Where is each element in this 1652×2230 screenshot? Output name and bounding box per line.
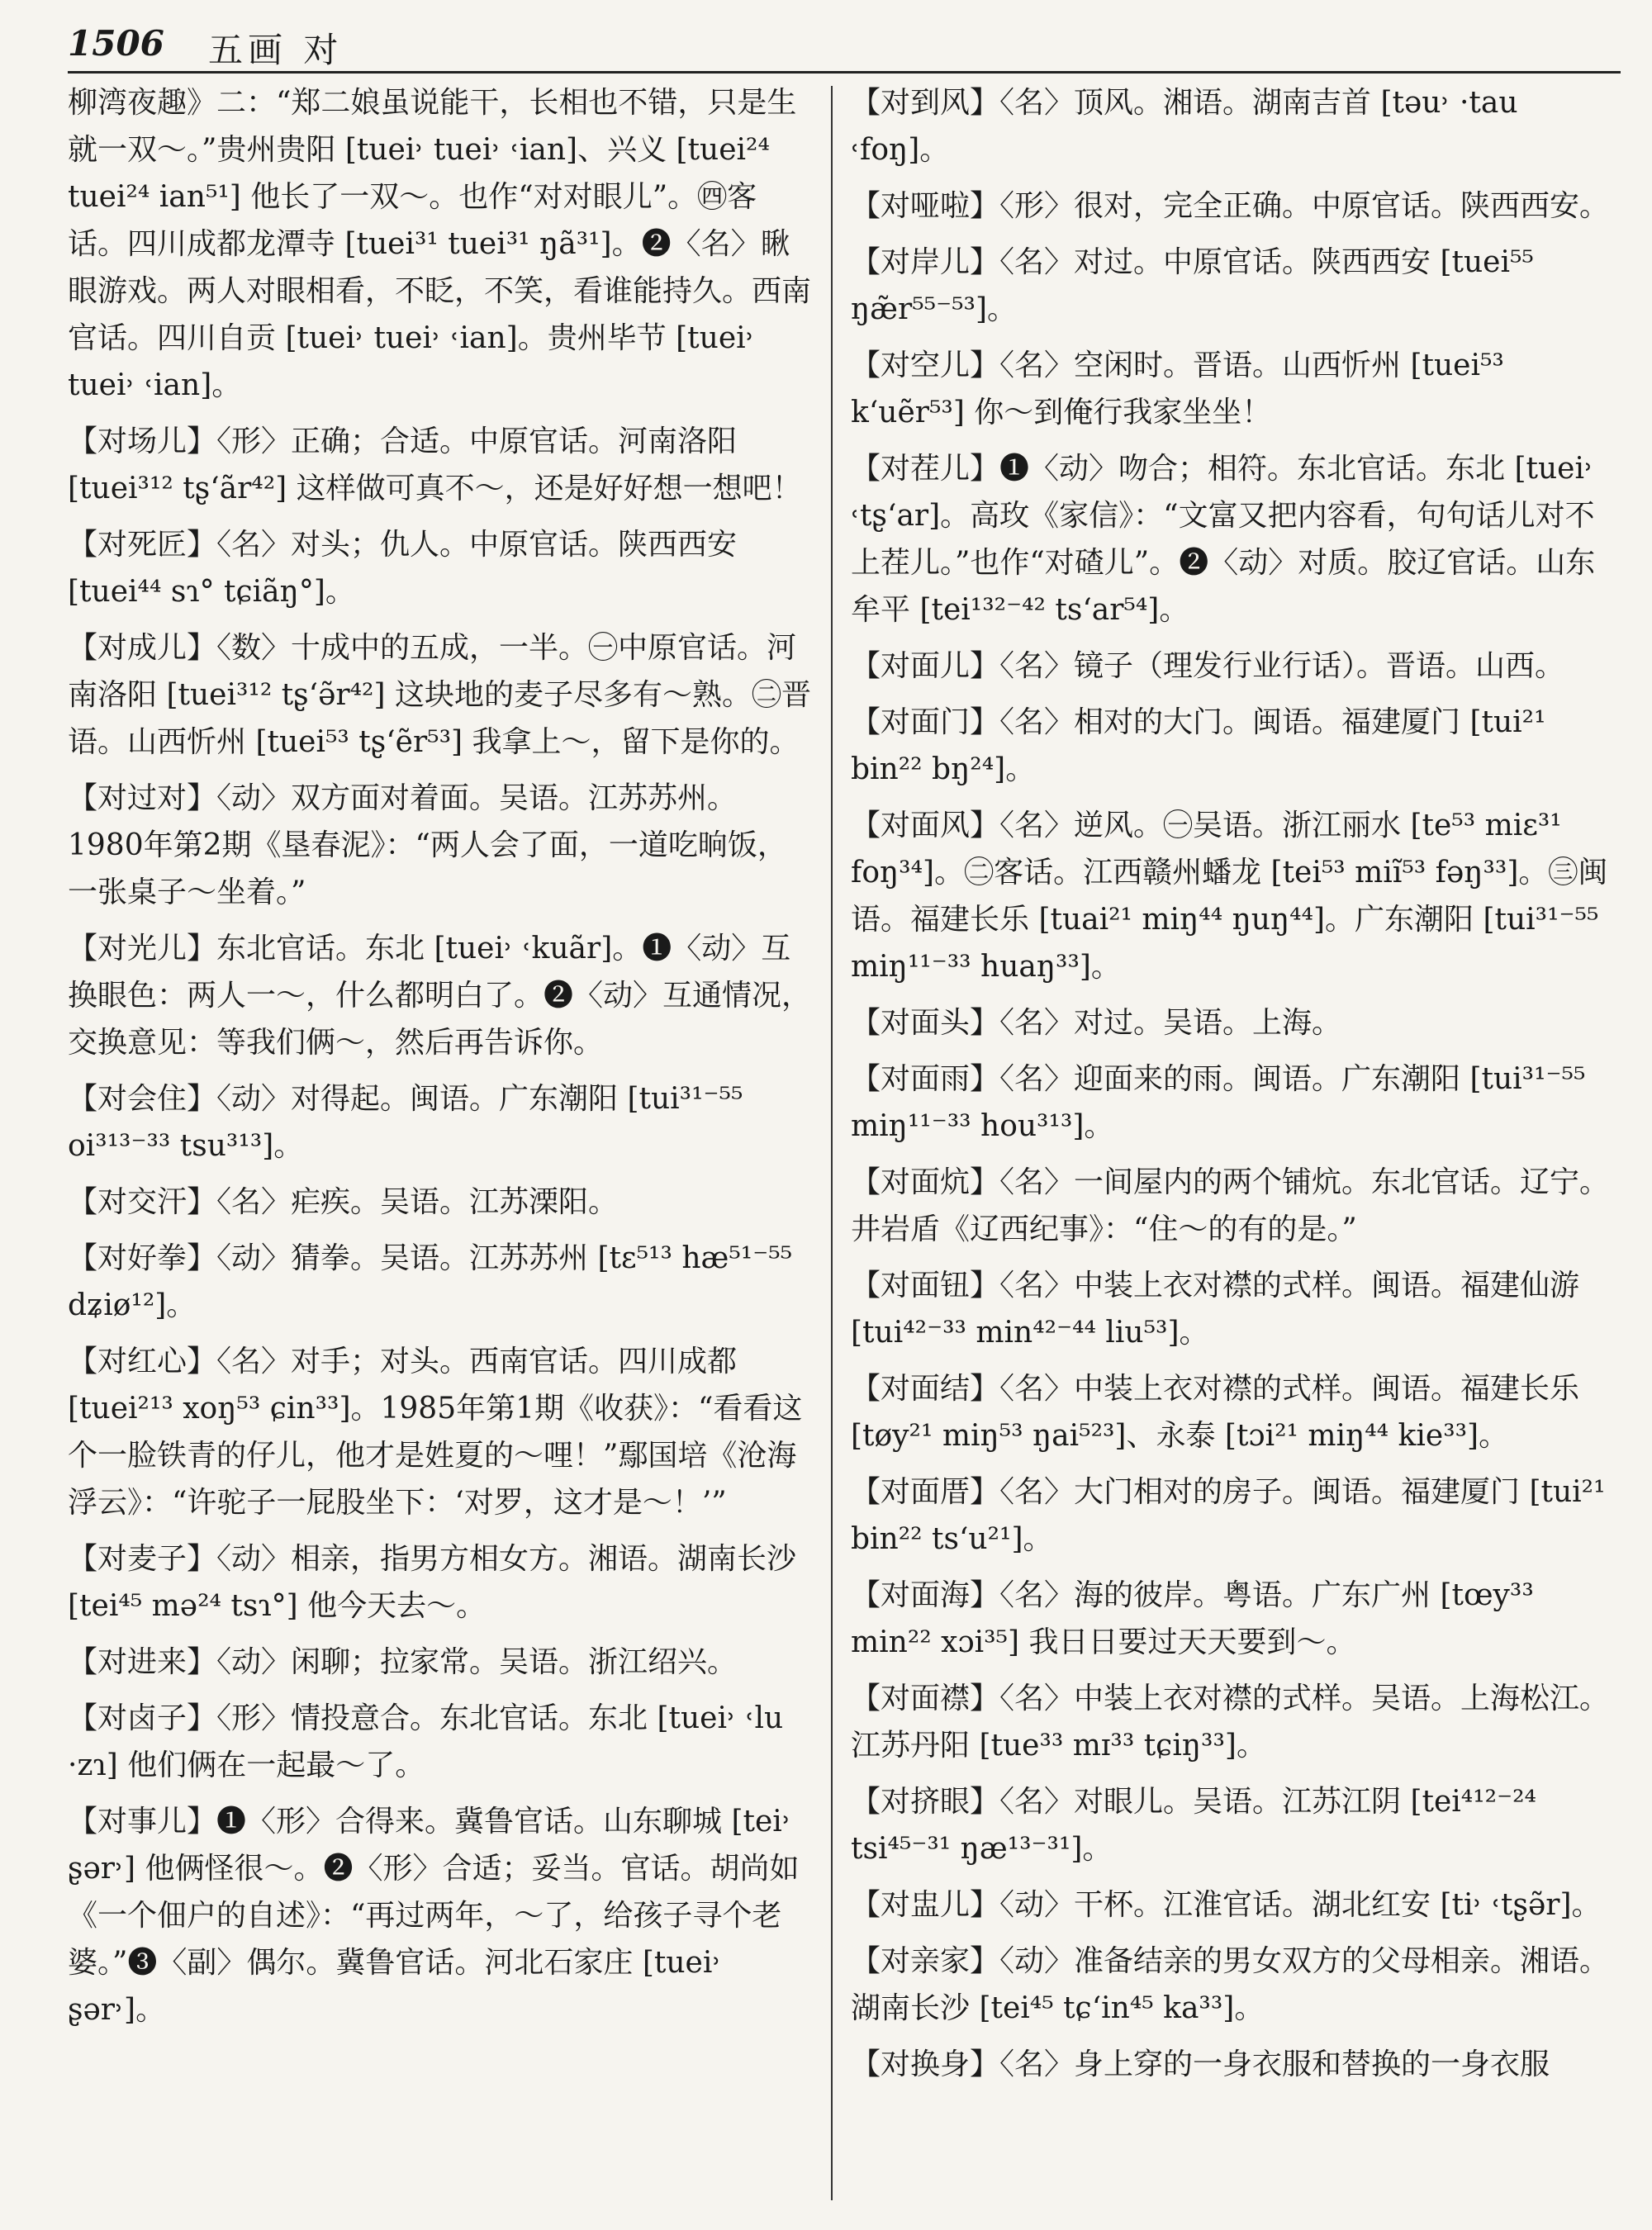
entry: 【对场儿】〈形〉正确；合适。中原官话。河南洛阳 [tuei³¹² tʂʻãr⁴²] 这样做可真不～，还是好好想一想吧！ — [68, 425, 802, 505]
entry: 【对面结】〈名〉中装上衣对襟的式样。闽语。福建长乐 [tøy²¹ miŋ⁵³ ŋai⁵²³]、永泰 [tɔi²¹ miŋ⁴⁴ kie³³]。 — [851, 1372, 1580, 1453]
entry: 柳湾夜趣》二：“郑二娘虽说能干，长相也不错，只是生就一双～。”贵州贵阳 [tuei˒ tuei˒ ˓ian]、兴义 [tuei²⁴ tuei²⁴ ian⁵¹] 他长了一双～。也作“对对眼儿”。㊃客话。四川成都龙潭寺 [tuei³¹ tuei³¹ ŋã³¹]。❷〈名〉瞅眼游戏。两人对眼相看，不眨，不笑，看谁能持久。西南官话。四川自贡 [tuei˒ tuei˒ ˓ian]。贵州毕节 [tuei˒ tuei˒ ˓ian]。 — [68, 86, 811, 402]
entry: 【对死匠】〈名〉对头；仇人。中原官话。陕西西安 [tuei⁴⁴ sɿ° tɕiãŋ°]。 — [68, 528, 738, 609]
entry: 【对面襟】〈名〉中装上衣对襟的式样。吴语。上海松江。江苏丹阳 [tue³³ mɪ³³ tɕiŋ³³]。 — [851, 1682, 1610, 1763]
entry: 【对好拳】〈动〉猜拳。吴语。江苏苏州 [tɛ⁵¹³ hæ⁵¹⁻⁵⁵ dʑiø¹²]。 — [68, 1241, 793, 1322]
page-header — [68, 17, 1621, 74]
entry: 【对面雨】〈名〉迎面来的雨。闽语。广东潮阳 [tui³¹⁻⁵⁵ miŋ¹¹⁻³³ hou³¹³]。 — [851, 1062, 1586, 1143]
entry: 【对盅儿】〈动〉干杯。江淮官话。湖北红安 [ti˒ ˓tʂə̃r]。 — [851, 1888, 1602, 1922]
page-number: 1506 — [68, 23, 164, 64]
entry: 【对空儿】〈名〉空闲时。晋语。山西忻州 [tuei⁵³ kʻuẽr⁵³] 你～到俺行我家坐坐！ — [851, 349, 1504, 429]
entry: 【对红心】〈名〉对手；对头。西南官话。四川成都 [tuei²¹³ xoŋ⁵³ ɕin³³]。1985年第1期《收获》：“看看这个一脸铁青的仔儿，他才是姓夏的～哩！”鄢国培《沧海浮云》：“许驼子一屁股坐下：‘对罗，这才是～！’” — [68, 1345, 803, 1520]
entry: 【对面海】〈名〉海的彼岸。粤语。广东广州 [tœy³³ min²² xɔi³⁵] 我日日要过天天要到～。 — [851, 1578, 1534, 1659]
entry: 【对面头】〈名〉对过。吴语。上海。 — [851, 1006, 1342, 1040]
entry: 【对麦子】〈动〉相亲，指男方相女方。湘语。湖南长沙 [tei⁴⁵ mə²⁴ tsɿ°] 他今天去～。 — [68, 1542, 797, 1623]
entry: 【对成儿】〈数〉十成中的五成，一半。㊀中原官话。河南洛阳 [tuei³¹² tʂʻə̃r⁴²] 这块地的麦子尽多有～熟。㊁晋语。山西忻州 [tuei⁵³ tʂʻẽr⁵³] 我拿上～，留下是你的。 — [68, 631, 811, 759]
entry: 【对面厝】〈名〉大门相对的房子。闽语。福建厦门 [tui²¹ bin²² tsʻu²¹]。 — [851, 1475, 1606, 1556]
section-title: 五画 对 — [208, 30, 344, 70]
entry: 【对面风】〈名〉逆风。㊀吴语。浙江丽水 [te⁵³ miɛ³¹ foŋ³⁴]。㊁客话。江西赣州蟠龙 [tei⁵³ miĩ⁵³ fəŋ³³]。㊂闽语。福建长乐 [tuai²¹ miŋ⁴⁴ ŋuŋ⁴⁴]。广东潮阳 [tui³¹⁻⁵⁵ miŋ¹¹⁻³³ huaŋ³³]。 — [851, 809, 1608, 984]
entry: 【对面钮】〈名〉中装上衣对襟的式样。闽语。福建仙游 [tui⁴²⁻³³ min⁴²⁻⁴⁴ liu⁵³]。 — [851, 1269, 1580, 1350]
entry: 【对过对】〈动〉双方面对着面。吴语。江苏苏州。1980年第2期《垦春泥》：“两人会了面，一道吃晌饭，一张桌子～坐着。” — [68, 781, 787, 909]
column-divider — [831, 86, 833, 2200]
entry: 【对卤子】〈形〉情投意合。东北官话。东北 [tuei˒ ˓lu ·zɿ] 他们俩在一起最～了。 — [68, 1701, 784, 1782]
entry: 【对光儿】东北官话。东北 [tuei˒ ˓kuãr]。❶〈动〉互换眼色：两人一～，什么都明白了。❷〈动〉互通情况，交换意见：等我们俩～，然后再告诉你。 — [68, 932, 811, 1060]
entry: 【对哑啦】〈形〉很对，完全正确。中原官话。陕西西安。 — [851, 189, 1610, 223]
entry: 【对岸儿】〈名〉对过。中原官话。陕西西安 [tuei⁵⁵ ŋæ̃r⁵⁵⁻⁵³]。 — [851, 245, 1534, 326]
entry: 【对面儿】〈名〉镜子（理发行业行话）。晋语。山西。 — [851, 649, 1565, 683]
entry: 【对到风】〈名〉顶风。湘语。湖南吉首 [təu˒ ·tau ˓foŋ]。 — [851, 86, 1518, 167]
entry: 【对换身】〈名〉身上穿的一身衣服和替换的一身衣服 — [851, 2047, 1550, 2081]
entry: 【对亲家】〈动〉准备结亲的男女双方的父母相亲。湘语。湖南长沙 [tei⁴⁵ tɕʻin⁴⁵ ka³³]。 — [851, 1944, 1610, 2025]
left-column — [68, 79, 811, 2218]
right-column — [851, 79, 1621, 2218]
entry: 【对会住】〈动〉对得起。闽语。广东潮阳 [tui³¹⁻⁵⁵ oi³¹³⁻³³ tsu³¹³]。 — [68, 1082, 743, 1163]
entry: 【对事儿】❶〈形〉合得来。冀鲁官话。山东聊城 [tei˒ ʂər˒] 他俩怪很～。❷〈形〉合适；妥当。官话。胡尚如《一个佃户的自述》：“再过两年，～了，给孩子寻个老婆。”❸〈副〉偶尔。冀鲁官话。河北石家庄 [tuei˒ ʂər˒]。 — [68, 1805, 800, 2027]
entry: 【对面门】〈名〉相对的大门。闽语。福建厦门 [tui²¹ bin²² bŋ²⁴]。 — [851, 705, 1546, 786]
entry: 【对进来】〈动〉闲聊；拉家常。吴语。浙江绍兴。 — [68, 1645, 738, 1679]
entry: 【对面炕】〈名〉一间屋内的两个铺炕。东北官话。辽宁。井岩盾《辽西纪事》：“住～的有的是。” — [851, 1165, 1610, 1246]
entry: 【对茬儿】❶〈动〉吻合；相符。东北官话。东北 [tuei˒ ˓tʂʻar]。高玫《家信》：“文富又把内容看，句句话儿对不上茬儿。”也作“对碴儿”。❷〈动〉对质。胶辽官话。山东牟平 [tei¹³²⁻⁴² tsʻar⁵⁴]。 — [851, 452, 1596, 627]
entry: 【对挤眼】〈名〉对眼儿。吴语。江苏江阴 [tei⁴¹²⁻²⁴ tsi⁴⁵⁻³¹ ŋæ¹³⁻³¹]。 — [851, 1785, 1536, 1866]
entry: 【对交汗】〈名〉疟疾。吴语。江苏溧阳。 — [68, 1185, 619, 1219]
